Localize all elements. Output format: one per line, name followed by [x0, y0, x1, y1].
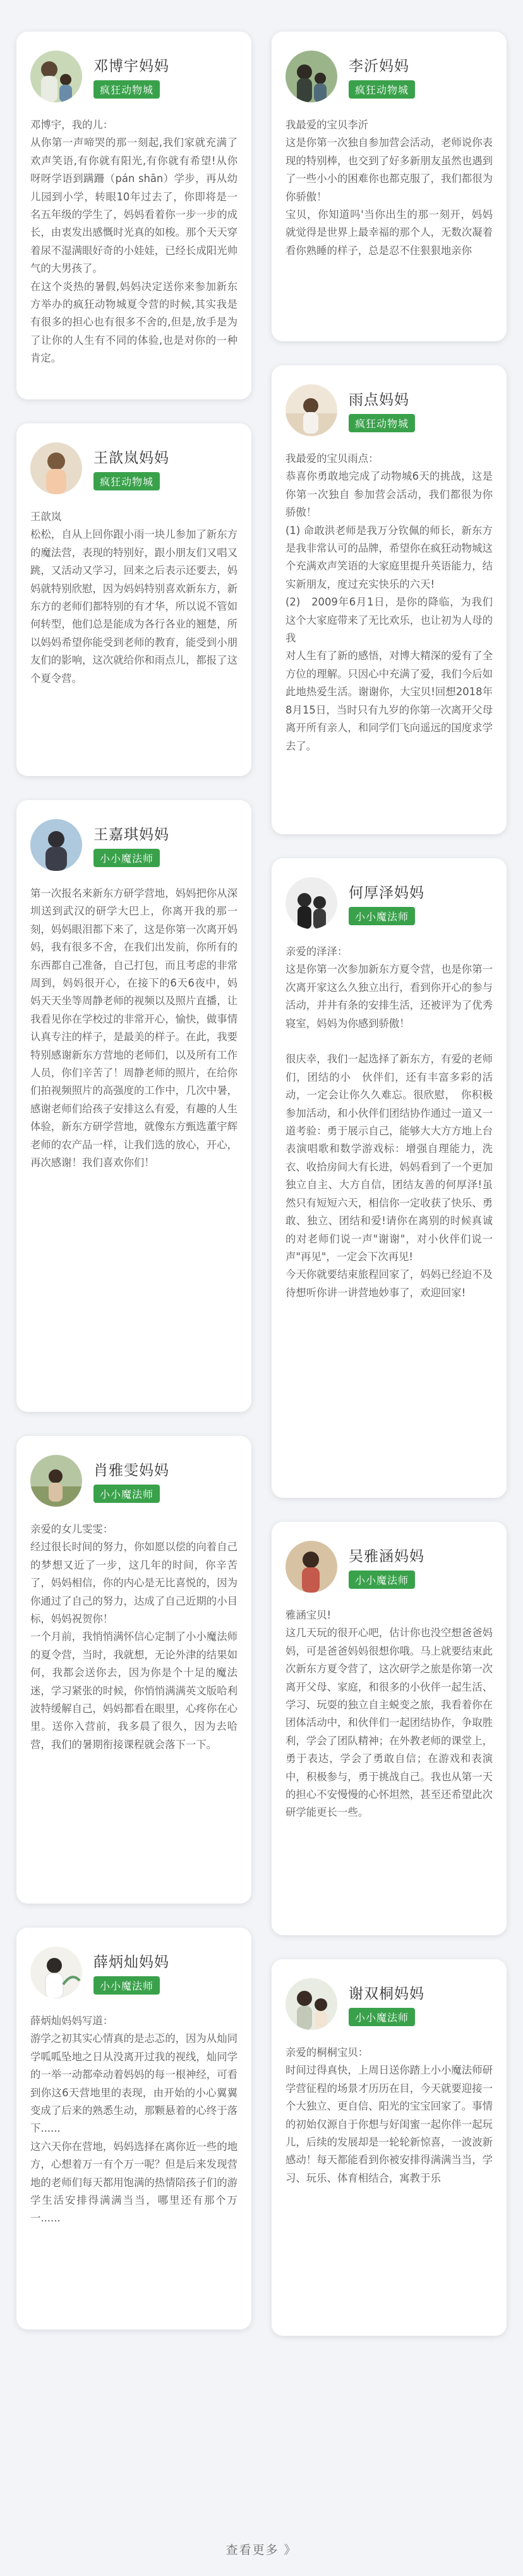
avatar-photo-icon: [286, 1541, 337, 1593]
avatar-photo-icon: [286, 1978, 337, 2030]
left-column: [16, 32, 251, 2354]
camp-badge: 小小魔法师: [349, 907, 415, 925]
avatar: [30, 1455, 82, 1507]
author-name: 谢双桐妈妈: [349, 1986, 424, 2002]
avatar: [286, 1541, 337, 1593]
camp-badge: 小小魔法师: [93, 849, 160, 867]
avatar-photo-icon: [286, 384, 337, 436]
camp-badge: 疯狂动物城: [349, 80, 415, 99]
avatar: [30, 1947, 82, 1998]
avatar-photo-icon: [30, 442, 82, 494]
author-name: 何厚泽妈妈: [349, 885, 424, 901]
avatar: [286, 877, 337, 929]
avatar-photo-icon: [30, 51, 82, 102]
camp-badge: 小小魔法师: [93, 1485, 160, 1503]
message-body: 亲爱的泽泽： 这是你第一次参加新东方夏令营，也是你第一次离开家这么久独立出行，看到你开心的参与活动，并井有条的安排生活，还被评为了优秀寝室，妈妈为你感到骄傲！ 很庆幸，我们一起选择了新东方，有爱的老师们，团结的小 伙伴们，还有丰富多彩的活动，一定会让你久久难忘。很欣慰， 你积极参加活动，和小伙伴们团结协作通过一道又一 道考验：勇于展示自己，能够大大方方地上台表演唱歌和数学游戏标：增强自理能力，洗衣、收拾房间大有长进，妈妈看到了一个更加独立自主、大方自信，团结友善的何厚泽!虽然只有短短六天，相信你一定收获了快乐、勇敢、独立、团结和爱!请你在离别的时候真诚的对老师们说一声"谢谢"，对小伙伴们说一声"再见"，一定会下次再见! 今天你就要结束旅程回家了，妈妈已经迫不及待想听你讲一讲营地妙事了，欢迎回家!: [286, 945, 493, 1299]
avatar-photo-icon: [30, 1455, 82, 1507]
message-card[interactable]: [16, 1928, 251, 2330]
camp-badge: 疯狂动物城: [93, 472, 160, 490]
avatar: [30, 51, 82, 102]
message-body: 亲爱的女儿雯雯： 经过很长时间的努力，你如愿以偿的向着自己的梦想又近了一步，这几年的时间，你辛苦了，妈妈相信，你的内心是无比喜悦的，因为你通过了自己的努力，达成了自己近期的小目标，妈妈祝贺你！ 一个月前，我悄悄满怀信心定制了小小魔法师的夏令营，当时，我就想，无论外津的结果如何，我都会送你去，因为你是个十足的魔法迷，学习紧张的时候，你悄悄满满英文版哈利波特缓解自己，妈妈都看在眼里，心疼你在心里。送你入营前，我多晨了很久，因为去哈营，我们的暑期衔接课程就会落下一下。: [30, 1523, 237, 1751]
avatar: [286, 1978, 337, 2030]
message-card[interactable]: [16, 800, 251, 1412]
avatar: [30, 819, 82, 871]
author-name: 李沂妈妈: [349, 58, 409, 75]
see-more-link[interactable]: 查看更多 》: [225, 2543, 298, 2557]
camp-badge: 小小魔法师: [349, 2008, 415, 2026]
author-name: 邓博宇妈妈: [93, 58, 169, 75]
avatar: [286, 51, 337, 102]
message-card[interactable]: [272, 365, 507, 834]
author-name: 肖雅雯妈妈: [93, 1462, 169, 1479]
message-card[interactable]: [272, 1522, 507, 1935]
camp-badge: 疯狂动物城: [349, 414, 415, 432]
avatar-photo-icon: [30, 1947, 82, 1998]
message-card[interactable]: [16, 1436, 251, 1904]
author-name: 吴雅涵妈妈: [349, 1548, 424, 1565]
message-card[interactable]: [272, 1959, 507, 2336]
author-name: 王歆岚妈妈: [93, 450, 169, 466]
avatar-photo-icon: [286, 877, 337, 929]
author-name: 雨点妈妈: [349, 392, 409, 408]
message-body: 薛炳灿妈妈写道： 游学之初其实心情真的是忐忑的，因为从灿同学呱呱坠地之日从没离开过我的视线，灿同学的一举一动都牵动着妈妈的每一根神经，可看到你这6天营地里的表现，由开始的小心翼翼变成了后来的熟悉生动，那颗悬着的心终于落下...... 这六天你在营地，妈妈选择在离你近一些的地方，心想着万一有个万一呢？但是后来发现营地的老师们每天都用饱满的热情陪孩子们的游学生活安排得满满当当，哪里还有那个万一......: [30, 2015, 237, 2225]
right-column: [272, 32, 507, 2360]
message-body: 第一次报名来新东方研学营地，妈妈把你从深圳送到武汉的研学大巴上，你离开我的那一刻，妈妈眼泪都下来了，这是你第一次离开妈妈，我有很多不舍，在我们出发前，你所有的东西都自己准备，自己打包，而且考虑的非常周到，妈妈很开心，在接下的6天6夜中，妈妈天天坐等周静老师的视频以及照片直播，让我看见你在学校过的非常开心，愉快，做事情认真专注的样子，是最美的样子。在此，我要特别感谢新东方营地的老师们，以及所有工作人员，你们辛苦了！周静老师的照片，在给你们拍视频照片的高强度的工作中，几次中暑，感谢老师们给孩子安排这么有爱，有趣的人生体验，新东方研学营地，就像东方甄选董宇辉老师的农产品一样，让我们选的放心，开心，再次感谢！我们喜欢你们！: [30, 887, 237, 1169]
message-body: 亲爱的桐桐宝贝： 时间过得真快，上周日送你踏上小小魔法师研学营征程的场景才历历在目，今天就要迎接一个大独立、更自信、阳光的宝宝回家了。事情的初始仅源自于你想与好闺蜜一起你伴一起玩儿，后续的发展却是一轮轮新惊喜，一波波新感动！每天都能看到你被安排得满满当当，学习、玩乐、体育相结合，寓教于乐: [286, 2046, 493, 2184]
avatar-photo-icon: [30, 819, 82, 871]
message-card[interactable]: [272, 32, 507, 341]
avatar-photo-icon: [286, 51, 337, 102]
avatar: [286, 384, 337, 436]
camp-badge: 小小魔法师: [349, 1571, 415, 1589]
message-body: 雅涵宝贝! 这几天玩的很开心吧，估计你也没空想爸爸妈妈，可是爸爸妈妈很想你哦。马上就要结束此次新东方夏令营了，这次研学之旅是你第一次离开父母、家庭，和很多的小伙伴一起生活、学习、玩耍的独立自主蜕变之旅，我看着你在团体活动中，和伙伴们一起团结协作，争取胜利，学会了团队精神；在外教老师的课堂上，勇于表达，学会了勇敢自信；在游戏和表演中，积极参与，勇于挑战自己。我也从第一天的担心不安慢慢的心怀坦然，甚至还希望此次研学能更长一些。: [286, 1609, 493, 1819]
message-body: 我最爱的宝贝雨点： 恭喜你勇敢地完成了动物城6天的挑战，这是你第一次独自 参加营会活动，我们都很为你骄傲！ (1) 命敢洪老师是我万分钦佩的师长，新东方是我非常认可的品牌，希望你在疯狂动物城这 个充满欢声笑语的大家庭里提升英语能力，结实新朋友，度过充实快乐的六天! (2) 2009年6月1日，是你的降临，为我们这个大家庭带来了无比欢乐，也让初为人母的我 对人生有了新的感悟，对博大精深的爱有了全方位的理解。只因心中充满了爱，我们今后如此地热爱生活。谢谢你，大宝贝!回想2018年8月15日，当时只有九岁的你第一次离开父母离开所有亲人，和同学们飞向遥远的国度求学去了。: [286, 453, 493, 752]
author-name: 王嘉琪妈妈: [93, 827, 169, 843]
message-body: 邓博宇，我的儿： 从你第一声啼哭的那一刻起,我们家就充满了欢声笑语,有你就有阳光,有你就有希望!从你呀呀学语到蹒跚（pán shān）学步，再从幼儿园到小学，转眼10年过去了，你即将是一名五年级的学生了，妈妈看着你一步一步的成长，由衷发出感慨时光真的如梭。那个天天穿着尿不湿满眼好奇的小娃娃，已经长成阳光帅气的大男孩了。 在这个炎热的暑假,妈妈决定送你来参加新东方举办的疯狂动物城夏令营的时候,其实我是有很多的担心也有很多不舍的,但是,放手是为了让你的人生有不同的体验,也是对你的一种肯定。: [30, 119, 237, 365]
author-name: 薛炳灿妈妈: [93, 1954, 169, 1971]
message-card[interactable]: [16, 32, 251, 399]
message-body: 王歆岚 松松，自从上回你跟小雨一块儿参加了新东方的魔法营，表现的特别好，跟小朋友们又唱又跳，又活动又学习，回来之后表示还要去，妈妈就特别欣慰，因为妈妈特别喜欢新东方，新东方的老师们都特别的有才华，所以说不管如何转型，他们总是能成为各行各业的翘楚，所以妈妈希望你能受到老师的教育，能受到小朋友们的影响，这次就给你和雨点儿，都报了这个夏令营。: [30, 511, 237, 684]
avatar: [30, 442, 82, 494]
camp-badge: 疯狂动物城: [93, 80, 160, 99]
message-body: 我最爱的宝贝李沂 这是你第一次独自参加营会活动，老师说你表现的特别棒，也交到了好多新朋友虽然也遇到了一些小小的困难你也都克服了，我们都很为你骄傲！ 宝贝，你知道吗'当你出生的那一刻开，妈妈就觉得是世界上最幸福的那个人，无数次凝着看你熟睡的样子，总是忍不住狠狠地亲你: [286, 119, 493, 257]
camp-badge: 小小魔法师: [93, 1976, 160, 1995]
message-card[interactable]: [272, 858, 507, 1498]
message-card[interactable]: [16, 423, 251, 776]
